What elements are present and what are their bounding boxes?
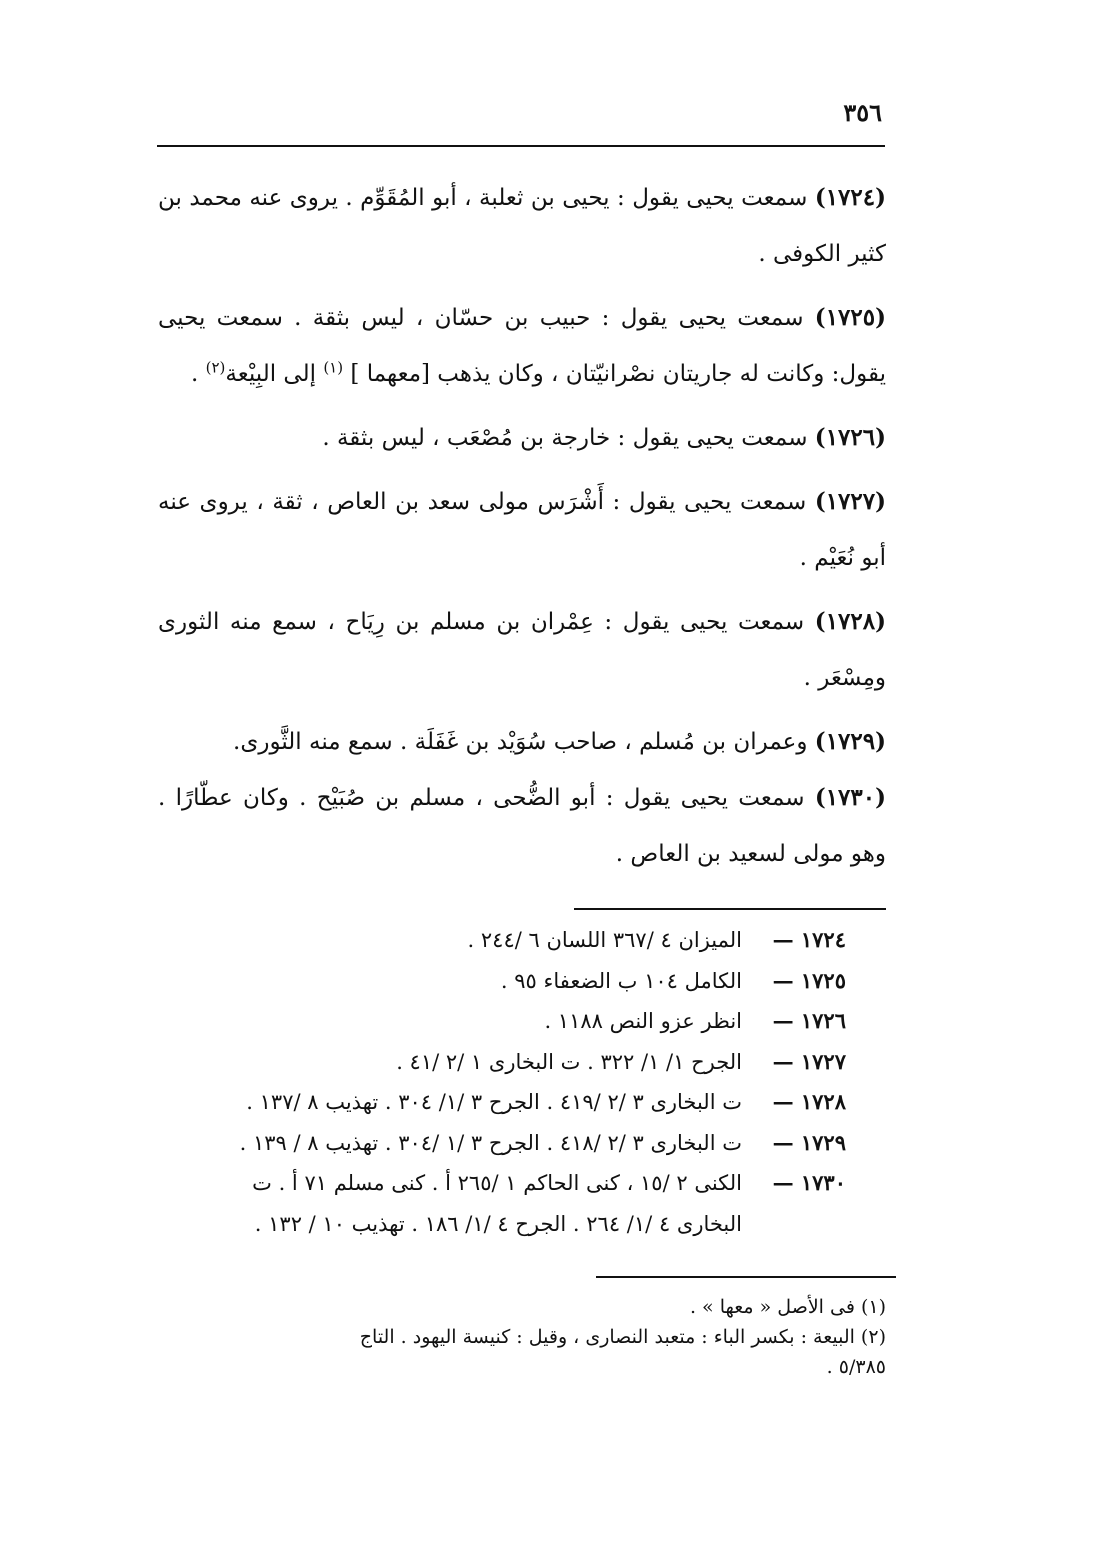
source-number: ١٧٢٨ — xyxy=(772,1089,846,1114)
sources-divider xyxy=(574,908,886,910)
main-text xyxy=(158,170,886,890)
source-row xyxy=(156,961,846,1002)
source-number: ١٧٢٩ — xyxy=(772,1129,846,1155)
entry-text: سمعت يحيى يقول : حبيب بن حسّان ، ليس بثقة . سمعت يحيى يقول: وكانت له جاريتان نصْرانيّتان ، وكان يذهب [معهما ] xyxy=(158,305,886,387)
entry-text: سمعت يحيى يقول : خارجة بن مُصْعَب ، ليس بثقة . xyxy=(322,425,808,451)
source-text: انظر عزو النص ١١٨٨ . xyxy=(544,1009,742,1033)
footnotes-divider xyxy=(596,1276,896,1278)
footnote-1: (١) فى الأصل « معها » . xyxy=(689,1296,886,1318)
source-text: الكنى ٢ /١٥ ، كنى الحاكم ١ /٢٦٥ أ . كنى مسلم ٧١ أ . ت xyxy=(252,1171,742,1195)
source-row xyxy=(156,1082,846,1123)
source-text: الجرح ١/ ١/ ٣٢٢ . ت البخارى ١ /٢ /٤١ . xyxy=(396,1049,742,1074)
source-number: ١٧٣٠ — xyxy=(772,1170,846,1195)
footnote-marker-2: (٢) xyxy=(205,358,226,377)
entry-number: (١٧٣٠) xyxy=(814,784,887,811)
entry-1730 xyxy=(158,770,886,882)
footnote-marker-1: (١) xyxy=(323,358,344,377)
entry-text: سمعت يحيى يقول : عِمْران بن مسلم بن رِيَاح ، سمع منه الثورى ومِسْعَر . xyxy=(158,609,886,691)
entry-1725 xyxy=(158,290,886,402)
entry-1729 xyxy=(158,714,886,770)
entry-text-continued: إلى البِيْعة xyxy=(225,361,316,387)
entry-text: سمعت يحيى يقول : أَشْرَس مولى سعد بن العاص ، ثقة ، يروى عنه أبو نُعَيْم . xyxy=(158,489,886,571)
source-number: ١٧٢٤ — xyxy=(772,927,846,952)
source-number: ١٧٢٥ — xyxy=(772,967,846,993)
source-number: ١٧٢٦ — xyxy=(772,1008,846,1033)
source-row xyxy=(156,1163,846,1204)
footnote-2-continued: ٥/٣٨٥ . xyxy=(826,1356,886,1378)
header-divider xyxy=(157,145,885,147)
entry-1724 xyxy=(158,170,886,282)
entry-1727 xyxy=(158,474,886,586)
entry-number: (١٧٢٥) xyxy=(814,304,886,331)
source-row xyxy=(156,1042,846,1083)
source-row xyxy=(156,1123,846,1164)
entry-number: (١٧٢٧) xyxy=(814,488,887,515)
source-text: ت البخارى ٣ /٢ /٤١٩ . الجرح ٣ /١/ ٣٠٤ . تهذيب ٨ /١٣٧ . xyxy=(246,1090,742,1114)
entry-number: (١٧٢٩) xyxy=(814,728,886,755)
entry-text: وعمران بن مُسلم ، صاحب سُوَيْد بن غَفَلَة . سمع منه الثَّورى. xyxy=(233,729,808,755)
footnotes xyxy=(146,1292,886,1382)
footnote-2: (٢) البيعة : بكسر الباء : متعبد النصارى ، وقيل : كنيسة اليهود . التاج xyxy=(359,1326,886,1348)
source-number: ١٧٢٧ — xyxy=(772,1048,846,1074)
source-text-continued: البخارى ٤ /١/ ٢٦٤ . الجرح ٤ /١/ ١٨٦ . تهذيب ١٠ / ١٣٢ . xyxy=(254,1211,742,1236)
entry-text-end: . xyxy=(191,361,199,387)
entry-1728 xyxy=(158,594,886,706)
source-references xyxy=(156,920,846,1244)
entry-text: سمعت يحيى يقول : أبو الضُّحى ، مسلم بن صُبَيْح . وكان عطّارًا . وهو مولى لسعيد بن العاص . xyxy=(158,785,886,867)
entry-1726 xyxy=(158,410,886,466)
source-row xyxy=(156,920,846,961)
source-text: الميزان ٤ /٣٦٧ اللسان ٦ /٢٤٤ . xyxy=(467,928,742,952)
source-row xyxy=(156,1001,846,1042)
source-text: الكامل ١٠٤ ب الضعفاء ٩٥ . xyxy=(500,968,742,993)
entry-number: (١٧٢٨) xyxy=(814,608,886,635)
entry-number: (١٧٢٤) xyxy=(814,184,887,211)
page-number: ٣٥٦ xyxy=(843,98,882,127)
entry-number: (١٧٢٦) xyxy=(814,424,886,451)
source-text: ت البخارى ٣ /٢ /٤١٨ . الجرح ٣ /١ /٣٠٤ . تهذيب ٨ / ١٣٩ . xyxy=(239,1130,742,1155)
entry-text: سمعت يحيى يقول : يحيى بن ثعلبة ، أبو المُقَوِّم . يروى عنه محمد بن كثير الكوفى . xyxy=(158,185,886,267)
